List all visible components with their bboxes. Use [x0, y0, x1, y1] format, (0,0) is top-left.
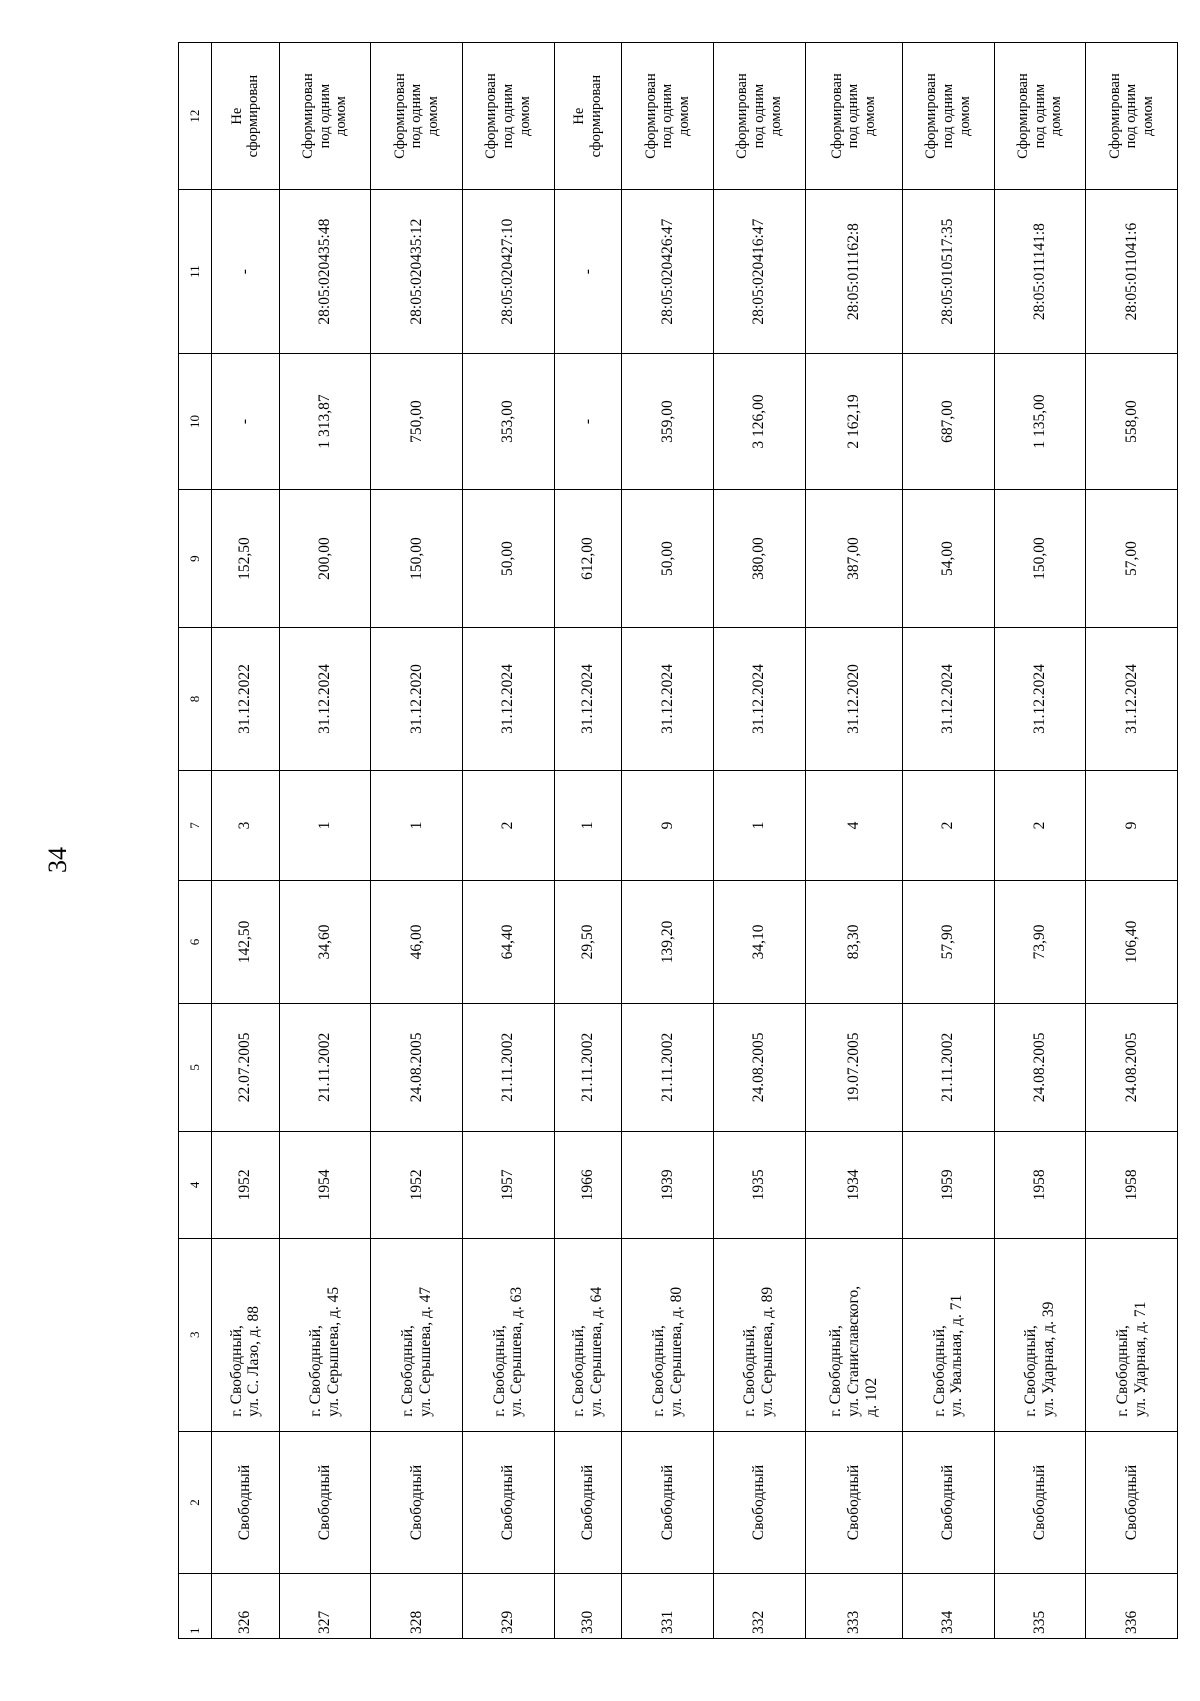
cell-total-area: 64,40	[462, 881, 554, 1004]
cell-town: Свободный	[622, 1431, 714, 1574]
cell-land-area: 1 313,87	[279, 354, 371, 490]
table-row	[1086, 43, 1178, 1639]
table-row	[994, 43, 1086, 1639]
cell-address: г. Свободный, ул. Увальная, д. 71	[902, 1238, 994, 1431]
table-body	[179, 43, 1178, 1639]
cell-land-status: Сформирован под одним домом	[713, 43, 805, 190]
cell-recognition-date: 21.11.2002	[279, 1003, 371, 1131]
cell-address: г. Свободный, ул. Серышева, д. 47	[371, 1238, 463, 1431]
cell-town: Свободный	[902, 1431, 994, 1574]
cell-land-area: 2 162,19	[805, 354, 902, 490]
cell-year-built: 1935	[713, 1131, 805, 1238]
cell-land-status: Сформирован под одним домом	[902, 43, 994, 190]
cell-land-area: -	[554, 354, 622, 490]
cell-year-built: 1966	[554, 1131, 622, 1238]
cell-cadastral-number: 28:05:011162:8	[805, 190, 902, 354]
housing-registry-table	[178, 42, 1178, 1639]
cell-land-status: Не сформирован	[212, 43, 280, 190]
cell-area-value: 50,00	[622, 489, 714, 627]
cell-town: Свободный	[713, 1431, 805, 1574]
cell-resettlement-deadline: 31.12.2024	[554, 628, 622, 771]
cell-recognition-date: 19.07.2005	[805, 1003, 902, 1131]
cell-town: Свободный	[1086, 1431, 1178, 1574]
cell-area-value: 150,00	[371, 489, 463, 627]
cell-land-area: 750,00	[371, 354, 463, 490]
cell-town: Свободный	[371, 1431, 463, 1574]
cell-land-status: Сформирован под одним домом	[371, 43, 463, 190]
cell-area-value: 152,50	[212, 489, 280, 627]
col-header: 10	[179, 354, 212, 490]
cell-address: г. Свободный, ул. Серышева, д. 89	[713, 1238, 805, 1431]
cell-land-area: -	[212, 354, 280, 490]
cell-land-status: Сформирован под одним домом	[994, 43, 1086, 190]
cell-area-value: 57,00	[1086, 489, 1178, 627]
cell-year-built: 1952	[212, 1131, 280, 1238]
cell-recognition-date: 24.08.2005	[371, 1003, 463, 1131]
cell-address: г. Свободный, ул. Серышева, д. 63	[462, 1238, 554, 1431]
table-row	[212, 43, 280, 1639]
cell-recognition-date: 21.11.2002	[622, 1003, 714, 1131]
cell-town: Свободный	[279, 1431, 371, 1574]
cell-row-number: 331	[622, 1574, 714, 1639]
cell-row-number: 329	[462, 1574, 554, 1639]
cell-resettlement-deadline: 31.12.2024	[462, 628, 554, 771]
cell-town: Свободный	[805, 1431, 902, 1574]
cell-resettlement-deadline: 31.12.2020	[805, 628, 902, 771]
cell-address: г. Свободный, ул. Станиславского, д. 102	[805, 1238, 902, 1431]
cell-land-area: 687,00	[902, 354, 994, 490]
col-header: 8	[179, 628, 212, 771]
cell-recognition-date: 21.11.2002	[902, 1003, 994, 1131]
cell-total-area: 34,60	[279, 881, 371, 1004]
cell-resettlement-deadline: 31.12.2024	[279, 628, 371, 771]
col-header: 2	[179, 1431, 212, 1574]
cell-row-number: 327	[279, 1574, 371, 1639]
cell-year-built: 1957	[462, 1131, 554, 1238]
cell-land-area: 558,00	[1086, 354, 1178, 490]
cell-cadastral-number: 28:05:011141:8	[994, 190, 1086, 354]
cell-resettlement-deadline: 31.12.2024	[713, 628, 805, 771]
cell-land-status: Сформирован под одним домом	[462, 43, 554, 190]
cell-year-built: 1959	[902, 1131, 994, 1238]
cell-row-number: 332	[713, 1574, 805, 1639]
cell-address: г. Свободный, ул. Ударная, д. 39	[994, 1238, 1086, 1431]
cell-area-value: 54,00	[902, 489, 994, 627]
table-row	[554, 43, 622, 1639]
cell-area-value: 387,00	[805, 489, 902, 627]
cell-total-area: 106,40	[1086, 881, 1178, 1004]
cell-area-value: 150,00	[994, 489, 1086, 627]
cell-year-built: 1958	[994, 1131, 1086, 1238]
col-header: 9	[179, 489, 212, 627]
header-row	[179, 43, 212, 1639]
cell-recognition-date: 24.08.2005	[994, 1003, 1086, 1131]
cell-area-value: 612,00	[554, 489, 622, 627]
cell-residents-count: 2	[902, 770, 994, 880]
cell-year-built: 1954	[279, 1131, 371, 1238]
col-header: 5	[179, 1003, 212, 1131]
cell-address: г. Свободный, ул. Серышева, д. 80	[622, 1238, 714, 1431]
cell-residents-count: 2	[994, 770, 1086, 880]
cell-year-built: 1958	[1086, 1131, 1178, 1238]
cell-land-status: Не сформирован	[554, 43, 622, 190]
table-row	[462, 43, 554, 1639]
cell-cadastral-number: -	[212, 190, 280, 354]
cell-address: г. Свободный, ул. С. Лазо, д. 88	[212, 1238, 280, 1431]
cell-year-built: 1952	[371, 1131, 463, 1238]
cell-cadastral-number: 28:05:020435:48	[279, 190, 371, 354]
cell-row-number: 333	[805, 1574, 902, 1639]
cell-cadastral-number: -	[554, 190, 622, 354]
cell-address: г. Свободный, ул. Серышева, д. 64	[554, 1238, 622, 1431]
cell-total-area: 139,20	[622, 881, 714, 1004]
col-header: 11	[179, 190, 212, 354]
col-header: 4	[179, 1131, 212, 1238]
page-number: 34	[43, 847, 72, 873]
table-row	[622, 43, 714, 1639]
cell-residents-count: 1	[279, 770, 371, 880]
cell-address: г. Свободный, ул. Серышева, д. 45	[279, 1238, 371, 1431]
cell-land-status: Сформирован под одним домом	[279, 43, 371, 190]
cell-cadastral-number: 28:05:020426:47	[622, 190, 714, 354]
cell-row-number: 334	[902, 1574, 994, 1639]
cell-recognition-date: 21.11.2002	[554, 1003, 622, 1131]
cell-land-area: 3 126,00	[713, 354, 805, 490]
cell-resettlement-deadline: 31.12.2024	[994, 628, 1086, 771]
rotated-table-container	[178, 42, 1178, 1639]
col-header: 3	[179, 1238, 212, 1431]
cell-area-value: 200,00	[279, 489, 371, 627]
cell-residents-count: 4	[805, 770, 902, 880]
cell-town: Свободный	[462, 1431, 554, 1574]
cell-land-status: Сформирован под одним домом	[805, 43, 902, 190]
cell-residents-count: 1	[713, 770, 805, 880]
cell-year-built: 1934	[805, 1131, 902, 1238]
cell-total-area: 29,50	[554, 881, 622, 1004]
cell-resettlement-deadline: 31.12.2024	[1086, 628, 1178, 771]
cell-land-status: Сформирован под одним домом	[1086, 43, 1178, 190]
cell-row-number: 336	[1086, 1574, 1178, 1639]
cell-address: г. Свободный, ул. Ударная, д. 71	[1086, 1238, 1178, 1431]
cell-town: Свободный	[212, 1431, 280, 1574]
col-header: 7	[179, 770, 212, 880]
cell-residents-count: 3	[212, 770, 280, 880]
cell-row-number: 330	[554, 1574, 622, 1639]
col-header: 12	[179, 43, 212, 190]
cell-resettlement-deadline: 31.12.2024	[902, 628, 994, 771]
cell-recognition-date: 22.07.2005	[212, 1003, 280, 1131]
table-row	[279, 43, 371, 1639]
cell-residents-count: 1	[371, 770, 463, 880]
cell-residents-count: 1	[554, 770, 622, 880]
cell-cadastral-number: 28:05:020427:10	[462, 190, 554, 354]
cell-total-area: 83,30	[805, 881, 902, 1004]
cell-residents-count: 2	[462, 770, 554, 880]
table-row	[902, 43, 994, 1639]
cell-land-area: 1 135,00	[994, 354, 1086, 490]
cell-town: Свободный	[554, 1431, 622, 1574]
cell-total-area: 46,00	[371, 881, 463, 1004]
cell-total-area: 73,90	[994, 881, 1086, 1004]
cell-residents-count: 9	[622, 770, 714, 880]
col-header: 1	[179, 1574, 212, 1639]
cell-row-number: 335	[994, 1574, 1086, 1639]
cell-cadastral-number: 28:05:020416:47	[713, 190, 805, 354]
cell-cadastral-number: 28:05:010517:35	[902, 190, 994, 354]
cell-area-value: 380,00	[713, 489, 805, 627]
cell-land-status: Сформирован под одним домом	[622, 43, 714, 190]
cell-cadastral-number: 28:05:011041:6	[1086, 190, 1178, 354]
cell-total-area: 57,90	[902, 881, 994, 1004]
cell-resettlement-deadline: 31.12.2022	[212, 628, 280, 771]
cell-total-area: 142,50	[212, 881, 280, 1004]
cell-row-number: 326	[212, 1574, 280, 1639]
cell-year-built: 1939	[622, 1131, 714, 1238]
cell-recognition-date: 21.11.2002	[462, 1003, 554, 1131]
cell-row-number: 328	[371, 1574, 463, 1639]
table-row	[371, 43, 463, 1639]
cell-recognition-date: 24.08.2005	[713, 1003, 805, 1131]
cell-resettlement-deadline: 31.12.2020	[371, 628, 463, 771]
cell-resettlement-deadline: 31.12.2024	[622, 628, 714, 771]
cell-cadastral-number: 28:05:020435:12	[371, 190, 463, 354]
cell-area-value: 50,00	[462, 489, 554, 627]
cell-town: Свободный	[994, 1431, 1086, 1574]
table-row	[805, 43, 902, 1639]
cell-residents-count: 9	[1086, 770, 1178, 880]
cell-total-area: 34,10	[713, 881, 805, 1004]
cell-recognition-date: 24.08.2005	[1086, 1003, 1178, 1131]
col-header: 6	[179, 881, 212, 1004]
cell-land-area: 359,00	[622, 354, 714, 490]
table-row	[713, 43, 805, 1639]
cell-land-area: 353,00	[462, 354, 554, 490]
